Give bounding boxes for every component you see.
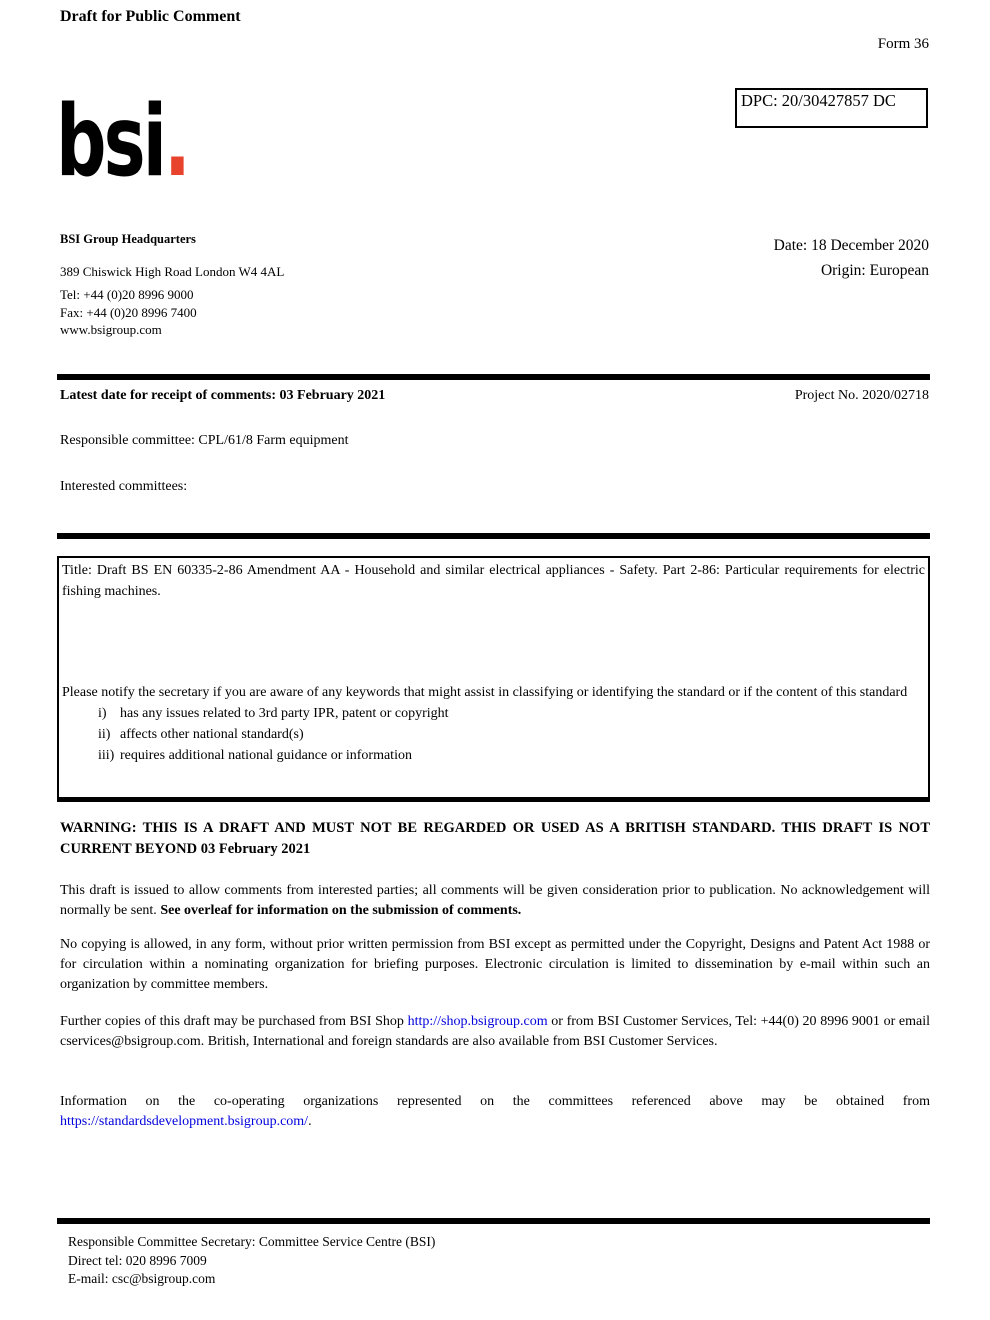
hq-tel-line: Tel: +44 (0)20 8996 9000 — [60, 287, 194, 302]
paragraph-text: This draft is issued to allow comments from interested parties; all comments will be given consideration prior to publication. No acknowledgement will normally be sent. — [60, 883, 930, 918]
paragraph-text: Further copies of this draft may be purchased from BSI Shop — [60, 1014, 408, 1029]
hq-title: BSI Group Headquarters — [60, 232, 196, 246]
comments-consideration-paragraph — [60, 881, 930, 921]
horizontal-rule-footer — [57, 1218, 930, 1224]
further-copies-paragraph — [60, 1012, 930, 1052]
list-item-text: requires additional national guidance or information — [120, 748, 412, 763]
headquarters-address-block — [60, 231, 284, 339]
bsi-logo — [56, 85, 188, 199]
form-number-label: Form 36 — [877, 36, 929, 52]
direct-tel-line: Direct tel: 020 8996 7009 — [68, 1252, 207, 1268]
project-number-label: Project No. 2020/02718 — [794, 388, 929, 403]
paragraph-text: or from BSI Customer Services, Tel: +44(0) 20 8996 9001 or email cservices@bsigroup.com. British, International and foreign standards are also available from BSI Customer Services. — [60, 1014, 930, 1049]
list-item-marker: ii) — [98, 727, 111, 742]
paragraph-text: . — [308, 1114, 312, 1129]
keywords-notify-text: Please notify the secretary if you are aware of any keywords that might assist in classifying or identifying the standard or if the content of this standard — [62, 685, 908, 700]
footer-email-line: E-mail: csc@bsigroup.com — [68, 1271, 216, 1286]
responsible-committee-line: Responsible committee: CPL/61/8 Farm equipment — [60, 433, 349, 448]
hq-address-line: 389 Chiswick High Road London W4 4AL — [60, 263, 285, 279]
list-item-text: affects other national standard(s) — [120, 727, 304, 742]
dpc-number-value: DPC: 20/30427857 DC — [741, 91, 896, 110]
no-copying-paragraph: No copying is allowed, in any form, without prior written permission from BSI except as permitted under the Copyright, Designs and Patent Act 1988 or for circulation within a nominating organization for briefing purposes. Electronic circulation is limited to dissemination by e-mail within such an organization by committee members. — [60, 937, 930, 992]
horizontal-rule-top — [57, 374, 930, 380]
bsi-logo-text: bsi — [56, 85, 165, 199]
committee-secretary-footer — [68, 1233, 435, 1289]
keywords-list — [62, 703, 925, 766]
dpc-number-box — [735, 88, 928, 128]
see-overleaf-bold-text: See overleaf for information on the submission of comments. — [160, 903, 522, 918]
bsi-shop-link[interactable]: http://shop.bsigroup.com — [407, 1014, 548, 1029]
hq-fax-line: Fax: +44 (0)20 8996 7400 — [60, 304, 197, 320]
horizontal-rule-middle — [57, 533, 930, 539]
draft-for-public-comment-heading: Draft for Public Comment — [60, 8, 241, 25]
date-line: Date: 18 December 2020 — [773, 237, 929, 254]
date-origin-block — [774, 233, 929, 283]
paragraph-text: Information on the co-operating organizations represented on the committees referenced above may be obtained from — [60, 1094, 930, 1109]
interested-committees-line: Interested committees: — [60, 479, 188, 494]
title-keywords-box — [57, 556, 930, 802]
latest-date-label: Latest date for receipt of comments: 03 February 2021 — [60, 388, 386, 403]
list-item-marker: i) — [98, 706, 107, 721]
origin-line: Origin: European — [820, 262, 929, 279]
list-item — [62, 745, 925, 766]
hq-website-line: www.bsigroup.com — [60, 322, 162, 337]
secretary-line: Responsible Committee Secretary: Committee Service Centre (BSI) — [68, 1234, 436, 1249]
list-item-text: has any issues related to 3rd party IPR, patent or copyright — [120, 706, 449, 721]
standard-title-text: Title: Draft BS EN 60335-2-86 Amendment AA - Household and similar electrical appliances - Safety. Part 2-86: Particular requirements for electric fishing machines. — [62, 563, 925, 599]
list-item — [62, 703, 925, 724]
standards-development-link[interactable]: https://standardsdevelopment.bsigroup.com/ — [60, 1114, 309, 1129]
cooperating-organizations-paragraph — [60, 1092, 930, 1132]
draft-warning-text: WARNING: THIS IS A DRAFT AND MUST NOT BE REGARDED OR USED AS A BRITISH STANDARD. THIS DRAFT IS NOT CURRENT BEYOND 03 February 2021 — [60, 820, 930, 857]
bsi-logo-red-dot: . — [164, 85, 188, 199]
comments-deadline-row — [60, 388, 929, 404]
list-item-marker: iii) — [98, 748, 115, 763]
list-item — [62, 724, 925, 745]
